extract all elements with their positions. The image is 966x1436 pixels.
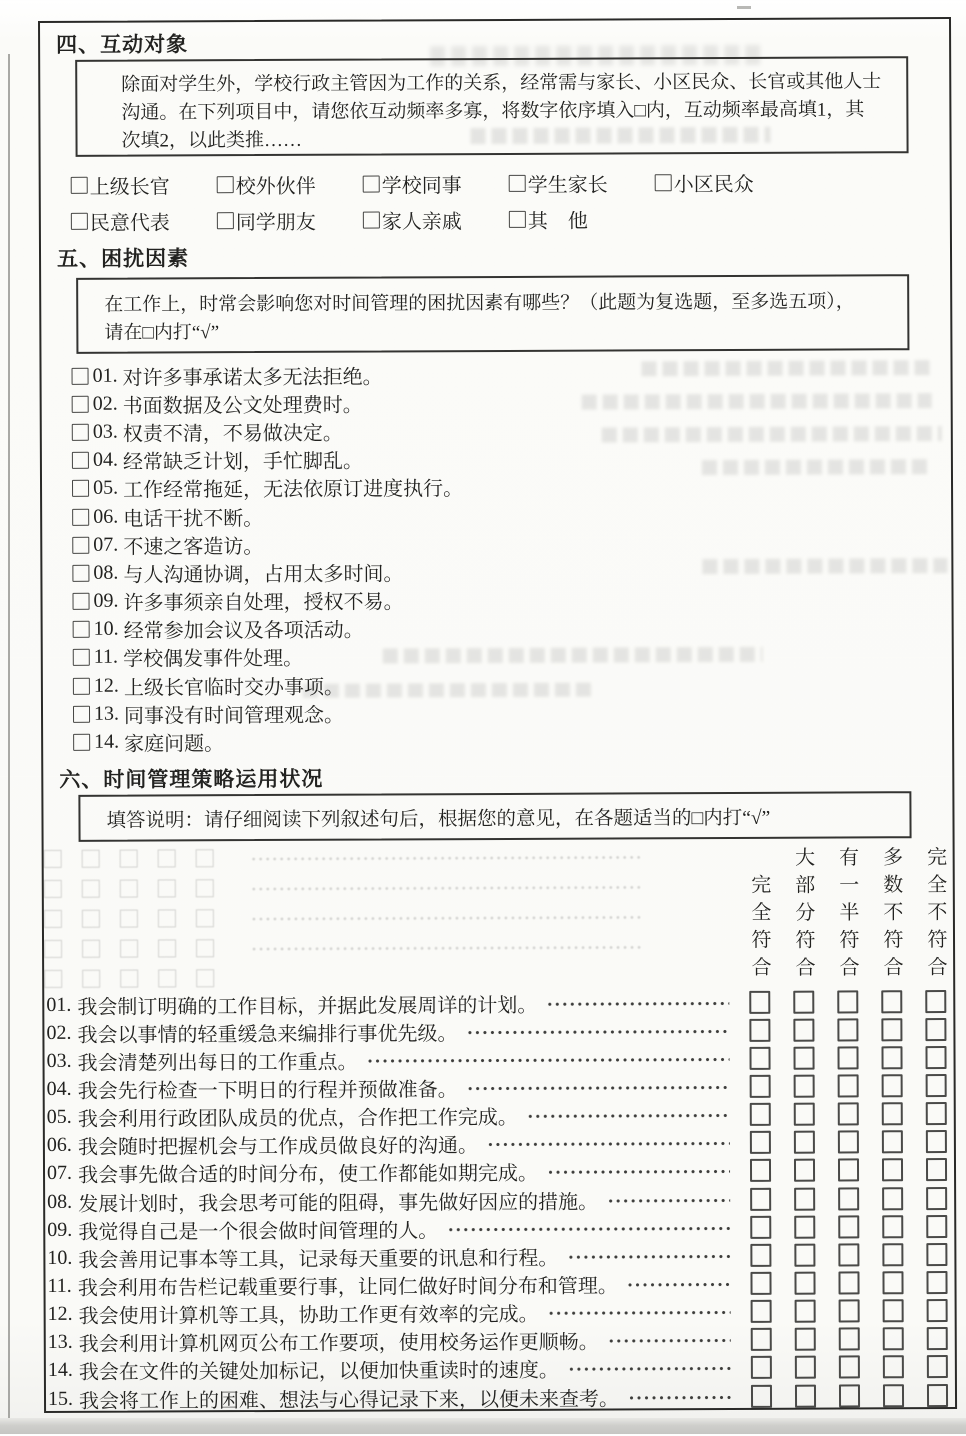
rating-checkbox[interactable] bbox=[750, 1187, 771, 1210]
rating-checkbox[interactable] bbox=[793, 1131, 814, 1154]
factor-text: 书面数据及公文处理费时。 bbox=[122, 394, 363, 418]
rating-checkbox[interactable] bbox=[794, 1300, 815, 1323]
statement-number: 07. bbox=[46, 1162, 73, 1185]
statement-row bbox=[47, 1240, 958, 1272]
rating-cells bbox=[737, 1046, 957, 1070]
rating-cells bbox=[739, 1327, 959, 1351]
statement-number: 13. bbox=[47, 1331, 73, 1354]
factor-checkbox[interactable] bbox=[72, 424, 89, 441]
rating-checkbox[interactable] bbox=[794, 1243, 815, 1266]
statement-text: 我会利用计算机网页公布工作要项，使用校务运作更顺畅。 bbox=[78, 1331, 599, 1357]
disturbing-factors-list bbox=[71, 360, 464, 756]
rating-checkbox[interactable] bbox=[926, 1271, 947, 1294]
factor-checkbox[interactable] bbox=[72, 480, 89, 497]
statement-number: 04. bbox=[46, 1077, 72, 1100]
interaction-option bbox=[71, 206, 217, 236]
rating-cells bbox=[738, 1074, 958, 1098]
rating-cells bbox=[739, 1299, 959, 1323]
rating-checkbox[interactable] bbox=[881, 1074, 902, 1097]
section5-title: 五、困扰因素 bbox=[56, 246, 190, 271]
statement-text: 我会在文件的关键处加标记，以便加快重读时的速度。 bbox=[78, 1360, 559, 1385]
factor-number: 06. bbox=[93, 505, 119, 528]
rating-cells bbox=[738, 1158, 958, 1182]
rating-checkbox[interactable] bbox=[837, 1018, 858, 1041]
rating-checkbox[interactable] bbox=[881, 1130, 902, 1153]
statement-number: 03. bbox=[46, 1049, 72, 1072]
rating-checkbox[interactable] bbox=[837, 1159, 858, 1182]
section5-instruction-text: 在工作上，时常会影响您对时间管理的困扰因素有哪些？（此题为复选题，至多选五项）， 请在□内打“√” bbox=[104, 291, 855, 344]
statement-text: 我会事先做合适的时间分布，使工作都能如期完成。 bbox=[77, 1163, 539, 1188]
factor-item bbox=[72, 529, 463, 559]
rating-checkbox[interactable] bbox=[837, 1131, 858, 1154]
factor-checkbox[interactable] bbox=[72, 367, 89, 384]
rating-checkbox[interactable] bbox=[838, 1271, 859, 1294]
rating-checkbox[interactable] bbox=[882, 1384, 903, 1407]
statement-text: 发展计划时，我会思考可能的阻碍，事先做好因应的措施。 bbox=[78, 1191, 599, 1216]
statement-row bbox=[48, 1297, 959, 1329]
rating-checkbox[interactable] bbox=[881, 1018, 902, 1041]
interaction-options bbox=[71, 168, 801, 236]
statement-number: 01. bbox=[46, 993, 72, 1016]
section6-instruction-box bbox=[78, 791, 911, 842]
statement-number: 08. bbox=[47, 1190, 73, 1213]
factor-item bbox=[72, 473, 463, 503]
dotted-leader bbox=[368, 1057, 730, 1064]
rating-checkbox[interactable] bbox=[749, 1159, 770, 1182]
interaction-option-checkbox[interactable] bbox=[217, 176, 234, 193]
rating-checkbox[interactable] bbox=[750, 1356, 771, 1379]
interaction-option bbox=[363, 205, 509, 235]
factor-number: 13. bbox=[93, 702, 120, 725]
dotted-leader bbox=[549, 1310, 731, 1316]
rating-checkbox[interactable] bbox=[881, 1159, 902, 1182]
section6-title: 六、时间管理策略运用状况 bbox=[59, 766, 324, 792]
rating-checkbox[interactable] bbox=[882, 1356, 903, 1379]
rating-cells bbox=[739, 1384, 959, 1408]
dotted-leader bbox=[547, 1001, 729, 1007]
rating-cells bbox=[738, 1215, 958, 1239]
factor-checkbox[interactable] bbox=[73, 734, 90, 751]
statement-number: 15. bbox=[47, 1387, 74, 1410]
statement-row bbox=[47, 1071, 958, 1103]
dotted-leader bbox=[467, 1029, 729, 1035]
rating-checkbox[interactable] bbox=[793, 1159, 814, 1182]
rating-checkbox[interactable] bbox=[793, 1046, 814, 1069]
statement-row bbox=[47, 1100, 958, 1132]
statement-text: 我会利用行政团队成员的优点，合作把工作完成。 bbox=[77, 1107, 518, 1131]
statement-number: 02. bbox=[46, 1021, 72, 1044]
rating-scale-header: 大部分符合 bbox=[791, 846, 815, 984]
statement-number: 09. bbox=[47, 1218, 73, 1241]
factor-number: 02. bbox=[92, 392, 118, 415]
interaction-option-checkbox[interactable] bbox=[217, 212, 234, 229]
factor-item bbox=[73, 642, 464, 672]
rating-scale-header: 完全不符合 bbox=[923, 845, 947, 984]
dotted-leader bbox=[548, 1169, 730, 1175]
factor-checkbox[interactable] bbox=[72, 452, 89, 469]
rating-cells bbox=[737, 990, 957, 1014]
factor-text: 上级长官临时交办事项。 bbox=[123, 676, 344, 700]
rating-checkbox[interactable] bbox=[838, 1328, 859, 1351]
interaction-option-checkbox[interactable] bbox=[71, 213, 88, 230]
rating-checkbox[interactable] bbox=[925, 1158, 946, 1181]
dotted-leader bbox=[488, 1141, 730, 1147]
factor-checkbox[interactable] bbox=[73, 649, 90, 666]
factor-item bbox=[72, 557, 463, 587]
statement-text: 我会善用记事本等工具，记录每天重要的讯息和行程。 bbox=[78, 1247, 559, 1272]
rating-checkbox[interactable] bbox=[793, 990, 814, 1013]
factor-item bbox=[72, 586, 463, 616]
rating-checkbox[interactable] bbox=[926, 1215, 947, 1238]
rating-checkbox[interactable] bbox=[793, 1018, 814, 1041]
factor-text: 经常参加会议及各项活动。 bbox=[123, 619, 364, 643]
rating-checkbox[interactable] bbox=[881, 1102, 902, 1125]
factor-checkbox[interactable] bbox=[73, 706, 90, 723]
factor-checkbox[interactable] bbox=[72, 565, 89, 582]
statement-row bbox=[48, 1353, 959, 1385]
factor-item bbox=[73, 614, 464, 644]
rating-checkbox[interactable] bbox=[882, 1243, 903, 1266]
factor-number: 07. bbox=[93, 533, 119, 556]
rating-checkbox[interactable] bbox=[882, 1187, 903, 1210]
factor-number: 08. bbox=[93, 561, 119, 584]
interaction-option-label: 上级长官 bbox=[89, 176, 170, 199]
interaction-option-label: 学校同事 bbox=[381, 175, 462, 198]
dotted-leader bbox=[568, 1254, 730, 1260]
factor-checkbox[interactable] bbox=[72, 536, 89, 553]
rating-checkbox[interactable] bbox=[794, 1215, 815, 1238]
rating-checkbox[interactable] bbox=[926, 1355, 947, 1378]
rating-checkbox[interactable] bbox=[881, 1046, 902, 1069]
interaction-option bbox=[509, 204, 655, 234]
statement-row bbox=[47, 1128, 958, 1160]
rating-checkbox[interactable] bbox=[794, 1356, 815, 1379]
section4-instruction-text: 除面对学生外，学校行政主管因为工作的关系，经常需与家长、小区民众、长官或其他人士 沟通。在下列项目中，请您依互动频率多寡，将数字依序填入□内，互动频率最高填1，其 次填2，以此类推…… bbox=[121, 71, 882, 152]
factor-text: 权责不清，不易做决定。 bbox=[122, 422, 343, 446]
interaction-option-label: 其 他 bbox=[527, 210, 588, 233]
rating-checkbox[interactable] bbox=[750, 1215, 771, 1238]
statement-row bbox=[48, 1381, 959, 1413]
factor-number: 11. bbox=[93, 646, 119, 669]
bleedthrough-checkbox-grid bbox=[0, 0, 966, 2]
factor-number: 09. bbox=[93, 589, 119, 612]
interaction-option bbox=[363, 169, 509, 199]
rating-checkbox[interactable] bbox=[926, 1243, 947, 1266]
rating-checkbox[interactable] bbox=[837, 990, 858, 1013]
statements-table bbox=[46, 987, 959, 1413]
statement-text: 我觉得自己是一个很会做时间管理的人。 bbox=[78, 1219, 439, 1244]
rating-checkbox[interactable] bbox=[837, 1103, 858, 1126]
rating-checkbox[interactable] bbox=[749, 990, 770, 1013]
statement-row bbox=[46, 1043, 957, 1075]
rating-checkbox[interactable] bbox=[749, 1131, 770, 1154]
rating-checkbox[interactable] bbox=[794, 1328, 815, 1351]
interaction-option-label: 家人亲戚 bbox=[381, 211, 462, 234]
dotted-leader bbox=[569, 1366, 731, 1372]
rating-checkbox[interactable] bbox=[882, 1327, 903, 1350]
rating-cells bbox=[739, 1355, 959, 1379]
interaction-option bbox=[217, 206, 363, 236]
factor-number: 05. bbox=[92, 476, 119, 500]
rating-checkbox[interactable] bbox=[925, 1046, 946, 1069]
rating-cells bbox=[738, 1130, 958, 1154]
rating-checkbox[interactable] bbox=[926, 1299, 947, 1322]
rating-checkbox[interactable] bbox=[750, 1384, 771, 1407]
rating-checkbox[interactable] bbox=[926, 1384, 947, 1407]
factor-item bbox=[72, 417, 463, 447]
dotted-leader bbox=[448, 1226, 730, 1232]
interaction-option bbox=[71, 170, 217, 200]
statement-text: 我会随时把握机会与工作成员做良好的沟通。 bbox=[77, 1135, 478, 1160]
statement-row bbox=[47, 1184, 958, 1216]
rating-checkbox[interactable] bbox=[925, 990, 946, 1013]
factor-text: 电话干扰不断。 bbox=[123, 507, 264, 531]
statement-row bbox=[48, 1325, 959, 1357]
rating-checkbox[interactable] bbox=[925, 1130, 946, 1153]
dotted-leader bbox=[628, 1282, 731, 1287]
factor-number: 04. bbox=[92, 448, 118, 471]
rating-scale-header: 多数不符合 bbox=[879, 845, 903, 984]
interaction-option-label: 小区民众 bbox=[673, 173, 754, 197]
factor-item bbox=[73, 698, 464, 728]
factor-text: 对许多事承诺太多无法拒绝。 bbox=[122, 366, 383, 390]
rating-cells bbox=[738, 1243, 958, 1267]
rating-cells bbox=[737, 1018, 957, 1042]
statement-text: 我会使用计算机等工具，协助工作更有效率的完成。 bbox=[78, 1303, 539, 1328]
interaction-option-checkbox[interactable] bbox=[363, 176, 380, 193]
statement-row bbox=[46, 987, 957, 1019]
factor-text: 同事没有时间管理观念。 bbox=[123, 704, 345, 728]
factor-number: 12. bbox=[93, 674, 119, 697]
rating-checkbox[interactable] bbox=[838, 1300, 859, 1323]
factor-number: 01. bbox=[92, 364, 118, 387]
statement-text: 我会清楚列出每日的工作重点。 bbox=[77, 1051, 358, 1075]
statement-number: 10. bbox=[47, 1246, 73, 1269]
rating-checkbox[interactable] bbox=[926, 1327, 947, 1350]
section6-instruction-text: 填答说明：请仔细阅读下列叙述句后，根据您的意见，在各题适当的□内打“√” bbox=[106, 807, 771, 832]
factor-checkbox[interactable] bbox=[72, 593, 89, 610]
factor-checkbox[interactable] bbox=[73, 677, 90, 694]
rating-scale-header: 有一半符合 bbox=[835, 845, 859, 984]
rating-checkbox[interactable] bbox=[926, 1187, 947, 1210]
rating-checkbox[interactable] bbox=[749, 1103, 770, 1126]
rating-checkbox[interactable] bbox=[882, 1299, 903, 1322]
statement-text: 我会制订明确的工作目标，并据此发展周详的计划。 bbox=[77, 994, 538, 1019]
rating-cells bbox=[738, 1271, 958, 1295]
interaction-option bbox=[217, 170, 363, 200]
factor-text: 工作经常拖延，无法依原订进度执行。 bbox=[123, 478, 464, 502]
rating-checkbox[interactable] bbox=[838, 1215, 859, 1238]
rating-checkbox[interactable] bbox=[750, 1300, 771, 1323]
statement-row bbox=[47, 1268, 958, 1300]
statement-number: 14. bbox=[47, 1359, 73, 1382]
dotted-leader bbox=[629, 1395, 731, 1400]
interaction-option-checkbox[interactable] bbox=[363, 212, 380, 229]
factor-checkbox[interactable] bbox=[73, 621, 90, 638]
rating-checkbox[interactable] bbox=[881, 990, 902, 1013]
factor-text: 经常缺乏计划，手忙脚乱。 bbox=[122, 450, 363, 474]
interaction-option-checkbox[interactable] bbox=[509, 175, 526, 192]
rating-checkbox[interactable] bbox=[793, 1103, 814, 1126]
rating-checkbox[interactable] bbox=[749, 1047, 770, 1070]
statement-text: 我会以事情的轻重缓急来编排行事优先级。 bbox=[77, 1022, 458, 1047]
factor-checkbox[interactable] bbox=[72, 508, 89, 525]
statement-row bbox=[47, 1212, 958, 1244]
interaction-option bbox=[655, 168, 801, 198]
rating-checkbox[interactable] bbox=[750, 1272, 771, 1295]
statement-text: 我会将工作上的困难、想法与心得记录下来，以便未来查考。 bbox=[78, 1388, 620, 1413]
rating-checkbox[interactable] bbox=[838, 1384, 859, 1407]
rating-checkbox[interactable] bbox=[837, 1046, 858, 1069]
rating-checkbox[interactable] bbox=[837, 1074, 858, 1097]
dotted-leader bbox=[609, 1338, 731, 1344]
interaction-option-label: 校外伙伴 bbox=[235, 175, 316, 199]
statement-text: 我会先行检查一下明日的行程并预做准备。 bbox=[77, 1079, 458, 1103]
rating-checkbox[interactable] bbox=[749, 1019, 770, 1042]
factor-number: 10. bbox=[93, 617, 119, 641]
factor-item bbox=[72, 501, 463, 531]
rating-checkbox[interactable] bbox=[882, 1215, 903, 1238]
rating-checkbox[interactable] bbox=[925, 1074, 946, 1097]
interaction-option-checkbox[interactable] bbox=[71, 177, 88, 194]
rating-checkbox[interactable] bbox=[925, 1018, 946, 1041]
rating-scale-headers bbox=[737, 843, 958, 984]
rating-checkbox[interactable] bbox=[794, 1384, 815, 1407]
factor-number: 03. bbox=[92, 420, 118, 443]
rating-checkbox[interactable] bbox=[749, 1075, 770, 1098]
statement-row bbox=[46, 1015, 957, 1047]
factor-item bbox=[72, 445, 463, 475]
factor-item bbox=[73, 670, 464, 700]
factor-text: 许多事须亲自处理，授权不易。 bbox=[123, 591, 404, 615]
rating-checkbox[interactable] bbox=[838, 1356, 859, 1379]
rating-scale-header: 完全符合 bbox=[747, 873, 771, 984]
statement-number: 06. bbox=[46, 1134, 72, 1157]
rating-checkbox[interactable] bbox=[794, 1272, 815, 1295]
factor-number: 14. bbox=[94, 730, 120, 753]
interaction-option bbox=[509, 168, 655, 198]
interaction-option-label: 学生家长 bbox=[527, 174, 608, 197]
section4-instruction-box bbox=[75, 56, 908, 157]
factor-text: 不速之客造访。 bbox=[123, 535, 264, 559]
rating-checkbox[interactable] bbox=[838, 1187, 859, 1210]
rating-checkbox[interactable] bbox=[793, 1075, 814, 1098]
statement-number: 11. bbox=[47, 1274, 72, 1297]
dotted-leader bbox=[468, 1085, 730, 1091]
interaction-option-checkbox[interactable] bbox=[509, 211, 526, 228]
factor-item bbox=[73, 727, 464, 757]
section5-instruction-box bbox=[76, 274, 909, 354]
section4-title: 四、互动对象 bbox=[56, 32, 189, 57]
factor-item bbox=[72, 388, 463, 418]
statement-text: 我会利用布告栏记载重要行事，让同仁做好时间分布和管理。 bbox=[77, 1275, 618, 1300]
dotted-leader bbox=[608, 1198, 730, 1204]
statement-number: 05. bbox=[46, 1105, 72, 1129]
rating-checkbox[interactable] bbox=[750, 1244, 771, 1267]
statement-row bbox=[47, 1156, 958, 1188]
factor-text: 家庭问题。 bbox=[124, 733, 225, 756]
rating-cells bbox=[738, 1102, 958, 1126]
factor-text: 学校偶发事件处理。 bbox=[123, 648, 304, 672]
rating-checkbox[interactable] bbox=[838, 1243, 859, 1266]
interaction-option-label: 同学朋友 bbox=[235, 211, 316, 235]
rating-checkbox[interactable] bbox=[750, 1328, 771, 1351]
interaction-option-checkbox[interactable] bbox=[655, 174, 672, 191]
factor-checkbox[interactable] bbox=[72, 396, 89, 413]
rating-checkbox[interactable] bbox=[794, 1187, 815, 1210]
statement-number: 12. bbox=[47, 1302, 73, 1326]
factor-item bbox=[71, 360, 462, 390]
dotted-leader bbox=[528, 1113, 730, 1119]
rating-cells bbox=[738, 1187, 958, 1211]
factor-text: 与人沟通协调，占用太多时间。 bbox=[123, 563, 404, 587]
rating-checkbox[interactable] bbox=[925, 1102, 946, 1125]
interaction-option-label: 民意代表 bbox=[89, 212, 170, 235]
rating-checkbox[interactable] bbox=[882, 1271, 903, 1294]
